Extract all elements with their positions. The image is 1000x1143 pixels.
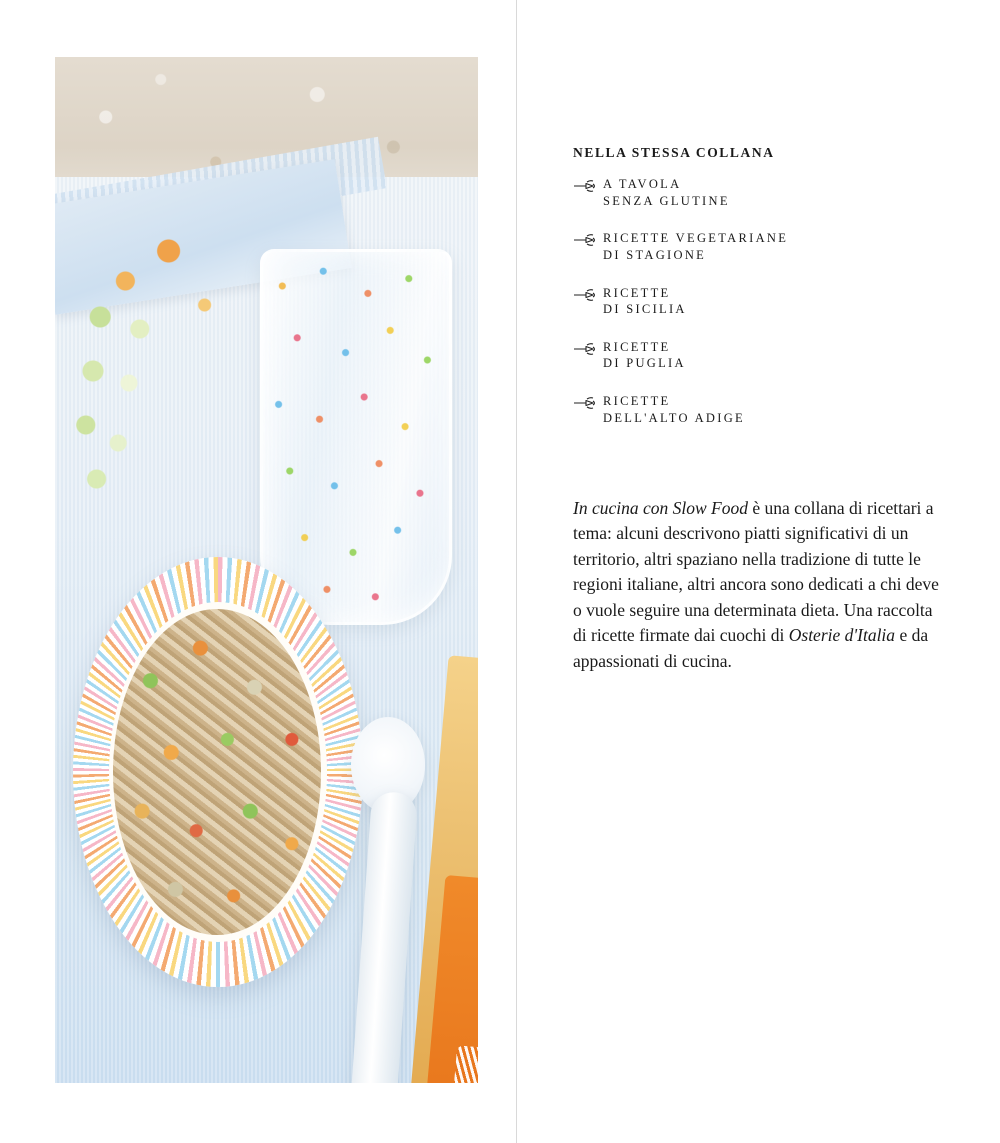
manicule-icon (573, 285, 603, 307)
photo-diced-vegetables (75, 227, 255, 527)
book-title-line: DI PUGLIA (603, 356, 686, 371)
list-item[interactable] (573, 339, 973, 372)
book-title (603, 230, 788, 263)
book-title (603, 393, 745, 426)
photo-glass-dots (260, 249, 446, 619)
book-title-line: A TAVOLA (603, 177, 682, 191)
list-item[interactable] (573, 393, 973, 426)
manicule-icon (573, 393, 603, 415)
manicule-icon (573, 176, 603, 198)
series-name-italic: In cucina con Slow Food (573, 497, 748, 518)
intro-text-part-1: è una collana di ricettari a tema: alcuni descrivono piatti significativi di un territorio, altri spaziano nella tradizione di tutte le regioni italiane, altri ancora sono dedicati a chi deve o vuole seguire una determinata dieta. Una raccolta di ricette firmate dai cuochi di (573, 497, 939, 646)
book-title (603, 176, 730, 209)
book-title-line: RICETTE VEGETARIANE (603, 231, 789, 246)
book-title-line: DI SICILIA (603, 302, 687, 317)
manicule-icon (573, 230, 603, 252)
photo-insalata-di-farro (55, 57, 478, 1083)
series-book-list (573, 176, 973, 447)
list-item[interactable] (573, 176, 973, 209)
left-page (0, 0, 478, 1143)
book-title-line: DI STAGIONE (603, 247, 707, 262)
manicule-icon (573, 339, 603, 361)
intro-text-part-2: e da appassionati di cucina. (573, 625, 929, 671)
list-item[interactable] (573, 285, 973, 318)
book-title-line: RICETTE (603, 394, 671, 408)
right-page (517, 0, 1000, 1143)
photo-farro-salad (113, 609, 321, 935)
list-item[interactable] (573, 230, 973, 263)
book-title (603, 285, 687, 318)
zebra-icon (453, 1045, 478, 1083)
book-title (603, 339, 686, 372)
osterie-italia-italic: Osterie d'Italia (788, 625, 896, 646)
book-title-line: RICETTE (603, 339, 671, 354)
book-title-line: DELL'ALTO ADIGE (603, 410, 745, 425)
series-intro-paragraph (573, 496, 945, 675)
book-title-line: SENZA GLUTINE (603, 193, 730, 208)
series-heading: NELLA STESSA COLLANA (573, 145, 775, 160)
book-title-line: RICETTE (603, 285, 671, 300)
